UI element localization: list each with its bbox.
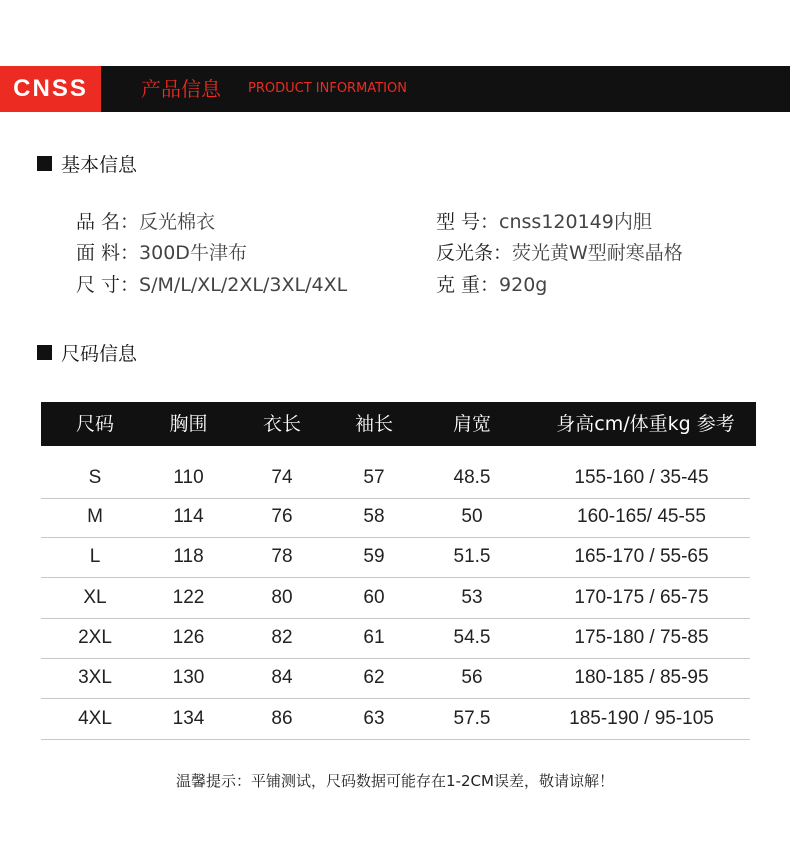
basic-info-heading-text: 基本信息: [61, 154, 138, 176]
info-item-name: [76, 208, 215, 236]
cell-height-weight: 185-190 / 95-105: [569, 708, 714, 729]
cell-sleeve: 63: [363, 708, 385, 729]
size-table-header: [41, 402, 756, 446]
info-label: 面 料：: [76, 242, 140, 264]
info-value: 荧光黄W型耐寒晶格: [512, 242, 683, 264]
cell-sleeve: 57: [363, 467, 385, 488]
cell-shoulder: 53: [461, 587, 483, 608]
cell-size: M: [87, 506, 103, 527]
cell-length: 86: [271, 708, 293, 729]
table-row: [41, 458, 750, 499]
info-label: 品 名：: [76, 211, 140, 233]
info-value: 反光棉衣: [139, 211, 216, 233]
cell-length: 76: [271, 506, 293, 527]
cell-length: 80: [271, 587, 293, 608]
table-row: [41, 497, 750, 538]
cell-height-weight: 160-165/ 45-55: [577, 506, 706, 527]
cell-height-weight: 155-160 / 35-45: [574, 467, 709, 488]
banner-title-en: PRODUCT INFORMATION: [248, 81, 407, 96]
brand-logo-text: CNSS: [13, 75, 88, 102]
info-value: S/M/L/XL/2XL/3XL/4XL: [139, 274, 348, 296]
square-bullet-icon: [37, 345, 52, 360]
cell-size: 2XL: [78, 627, 112, 648]
table-row: [41, 699, 750, 740]
cell-height-weight: 180-185 / 85-95: [574, 667, 709, 688]
cell-height-weight: 170-175 / 65-75: [574, 587, 709, 608]
cell-height-weight: 175-180 / 75-85: [574, 627, 709, 648]
cell-chest: 122: [172, 587, 205, 608]
cell-chest: 114: [173, 506, 204, 527]
info-value: 300D牛津布: [139, 242, 247, 264]
footer-note: 温馨提示：平铺测试，尺码数据可能存在1-2CM误差，敬请谅解！: [176, 772, 614, 790]
cell-chest: 110: [173, 467, 204, 488]
cell-length: 74: [271, 467, 293, 488]
column-header-chest: 胸围: [169, 413, 208, 435]
cell-sleeve: 61: [363, 627, 385, 648]
column-header-sleeve: 袖长: [354, 413, 393, 435]
cell-chest: 130: [172, 667, 205, 688]
info-item-reflective-strip: [436, 239, 683, 267]
cell-length: 82: [271, 627, 293, 648]
cell-chest: 126: [172, 627, 205, 648]
info-label: 型 号：: [436, 211, 500, 233]
size-info-heading-text: 尺码信息: [61, 343, 138, 365]
info-value: cnss120149内胆: [499, 211, 652, 233]
info-value: 920g: [499, 274, 548, 296]
cell-size: S: [88, 467, 102, 488]
info-label: 反光条：: [436, 242, 513, 264]
info-label: 克 重：: [436, 274, 500, 296]
table-row: [41, 537, 750, 578]
basic-info-heading: [37, 150, 137, 177]
column-header-length: 衣长: [262, 413, 301, 435]
info-label: 尺 寸：: [76, 274, 140, 296]
cell-sleeve: 58: [363, 506, 385, 527]
cell-chest: 118: [173, 546, 204, 567]
info-item-size: [76, 271, 347, 299]
cell-sleeve: 60: [363, 587, 385, 608]
cell-shoulder: 57.5: [453, 708, 491, 729]
cell-size: 4XL: [78, 708, 112, 729]
square-bullet-icon: [37, 156, 52, 171]
column-header-height-weight: 身高cm/体重kg 参考: [556, 413, 735, 435]
cell-shoulder: 48.5: [453, 467, 491, 488]
info-item-fabric: [76, 239, 247, 267]
column-header-shoulder: 肩宽: [452, 413, 491, 435]
brand-logo: [0, 66, 101, 112]
cell-size: L: [89, 546, 101, 567]
banner-title-cn: 产品信息: [141, 77, 221, 101]
cell-size: XL: [83, 587, 107, 608]
table-row: [41, 578, 750, 619]
cell-length: 78: [271, 546, 293, 567]
cell-length: 84: [271, 667, 293, 688]
cell-chest: 134: [172, 708, 205, 729]
size-info-heading: [37, 339, 137, 366]
cell-height-weight: 165-170 / 55-65: [574, 546, 709, 567]
info-item-model: [436, 208, 652, 236]
cell-sleeve: 62: [363, 667, 385, 688]
table-row: [41, 618, 750, 659]
table-row: [41, 658, 750, 699]
cell-shoulder: 51.5: [453, 546, 491, 567]
header-banner: [0, 66, 790, 112]
cell-shoulder: 50: [461, 506, 483, 527]
cell-shoulder: 54.5: [453, 627, 491, 648]
column-header-size: 尺码: [75, 413, 114, 435]
cell-shoulder: 56: [461, 667, 483, 688]
cell-size: 3XL: [78, 667, 112, 688]
cell-sleeve: 59: [363, 546, 385, 567]
info-item-weight: [436, 271, 547, 299]
